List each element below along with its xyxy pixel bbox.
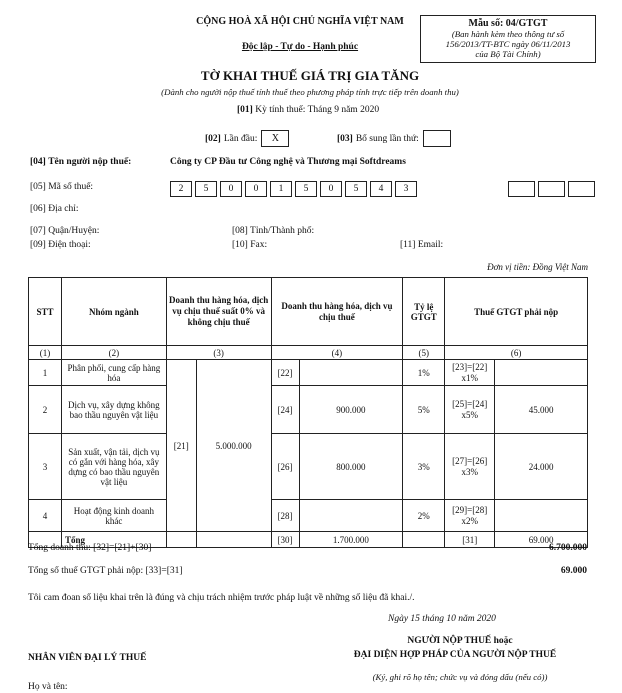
total-label: Tổng bbox=[61, 532, 166, 548]
district-row bbox=[30, 226, 99, 236]
tax-id-row bbox=[30, 182, 93, 192]
fax-code: [10] bbox=[232, 240, 248, 250]
tax-id-digit[interactable]: 2 bbox=[170, 181, 192, 197]
total-rev-code: [30] bbox=[271, 532, 299, 548]
header-stt: STT bbox=[29, 278, 62, 346]
tax-id-branch-digit[interactable] bbox=[508, 181, 535, 197]
form-note-3: của Bộ Tài Chính) bbox=[475, 49, 541, 59]
first-time-field bbox=[205, 130, 289, 147]
district-code: [07] bbox=[30, 226, 46, 236]
total-revenue-value: 6.700.000 bbox=[549, 543, 587, 553]
row-rev-code: [28] bbox=[271, 500, 299, 532]
header-group: Nhóm ngành bbox=[61, 278, 166, 346]
form-number: Mẫu số: 04/GTGT bbox=[468, 18, 548, 29]
table-row bbox=[29, 434, 588, 500]
page-subtitle: (Dành cho người nộp thuế tính thuế theo phương pháp tính trực tiếp trên doanh thu) bbox=[161, 87, 459, 97]
motto: Độc lập - Tự do - Hạnh phúc bbox=[241, 42, 359, 52]
taxpayer-code: [04] bbox=[30, 157, 46, 167]
colnum: (2) bbox=[61, 346, 166, 360]
tax-table bbox=[28, 277, 588, 548]
row-stt: 4 bbox=[29, 500, 62, 532]
tax-id-label: Mã số thuế: bbox=[48, 182, 94, 192]
taxpayer-signer-note: (Ký, ghi rõ họ tên; chức vụ và đóng dấu (nếu có)) bbox=[372, 672, 548, 682]
tax-id-branch bbox=[508, 181, 598, 197]
header-revenue-exempt: Doanh thu hàng hóa, dịch vụ chịu thuế suất 0% và không chịu thuế bbox=[166, 278, 271, 346]
tax-id-digit[interactable]: 5 bbox=[195, 181, 217, 197]
address-row bbox=[30, 204, 79, 214]
colnum: (3) bbox=[166, 346, 271, 360]
address-label: Địa chỉ: bbox=[48, 204, 79, 214]
header-rate: Tỷ lệ GTGT bbox=[403, 278, 445, 346]
row-rev-code: [24] bbox=[271, 386, 299, 434]
currency-note: Đơn vị tiền: Đồng Việt Nam bbox=[487, 262, 588, 272]
fax-label: Fax: bbox=[250, 240, 268, 250]
row-rev-value[interactable]: 800.000 bbox=[299, 434, 403, 500]
taxpayer-signer-line2: ĐẠI DIỆN HỢP PHÁP CỦA NGƯỜI NỘP THUẾ bbox=[353, 650, 557, 660]
first-time-code: [02] bbox=[205, 133, 221, 144]
row-vat-value[interactable] bbox=[495, 360, 588, 386]
row-vat-value[interactable]: 24.000 bbox=[495, 434, 588, 500]
total-vat-code: [31] bbox=[445, 532, 495, 548]
supplement-field bbox=[337, 130, 451, 147]
table-row bbox=[29, 500, 588, 532]
row-group: Sản xuất, vận tải, dịch vụ có gắn với hàng hóa, xây dựng có bao thầu nguyên vật liệu bbox=[61, 434, 166, 500]
province-label: Tỉnh/Thành phố: bbox=[250, 226, 315, 236]
table-header-row bbox=[29, 278, 588, 346]
row-vat-formula: [29]=[28] x2% bbox=[445, 500, 495, 532]
email-code: [11] bbox=[400, 240, 416, 250]
address-code: [06] bbox=[30, 204, 46, 214]
country-name: CỘNG HOÀ XÃ HỘI CHỦ NGHĨA VIỆT NAM bbox=[196, 16, 404, 27]
total-rev-value[interactable]: 1.700.000 bbox=[299, 532, 403, 548]
total-revenue-label: Tổng doanh thu: [32]=[21]+[30] bbox=[28, 543, 152, 553]
tax-id-digit[interactable]: 1 bbox=[270, 181, 292, 197]
tax-agent-title: NHÂN VIÊN ĐẠI LÝ THUẾ bbox=[28, 653, 147, 663]
tax-id-digit[interactable]: 4 bbox=[370, 181, 392, 197]
row-stt: 1 bbox=[29, 360, 62, 386]
taxpayer-label: Tên người nộp thuế: bbox=[48, 157, 132, 167]
tax-period-code: [01] bbox=[237, 105, 253, 115]
row-vat-formula: [27]=[26] x3% bbox=[445, 434, 495, 500]
colnum: (6) bbox=[445, 346, 588, 360]
row-stt: 3 bbox=[29, 434, 62, 500]
exempt-value[interactable]: 5.000.000 bbox=[196, 360, 271, 532]
table-row bbox=[29, 386, 588, 434]
phone-label: Điện thoại: bbox=[48, 240, 91, 250]
row-rate: 3% bbox=[403, 434, 445, 500]
form-number-box bbox=[420, 15, 596, 63]
fax-row bbox=[232, 240, 267, 250]
phone-row bbox=[30, 240, 91, 250]
tax-id-branch-digit[interactable] bbox=[568, 181, 595, 197]
tax-id-branch-digit[interactable] bbox=[538, 181, 565, 197]
page-title: TỜ KHAI THUẾ GIÁ TRỊ GIA TĂNG bbox=[200, 68, 420, 83]
row-group: Hoạt động kinh doanh khác bbox=[61, 500, 166, 532]
total-vat-value[interactable]: 69.000 bbox=[495, 532, 588, 548]
colnum: (5) bbox=[403, 346, 445, 360]
row-rev-value[interactable] bbox=[299, 500, 403, 532]
email-label: Email: bbox=[417, 240, 444, 250]
tax-id-digit[interactable]: 0 bbox=[245, 181, 267, 197]
header-revenue-taxable: Doanh thu hàng hóa, dịch vụ chịu thuế bbox=[271, 278, 403, 346]
province-row bbox=[232, 226, 314, 236]
supplement-input[interactable] bbox=[423, 130, 451, 147]
header-vat: Thuế GTGT phải nộp bbox=[445, 278, 588, 346]
signing-date: Ngày 15 tháng 10 năm 2020 bbox=[388, 614, 496, 624]
colnum: (1) bbox=[29, 346, 62, 360]
email-row bbox=[400, 240, 443, 250]
taxpayer-signer-line1: NGƯỜI NỘP THUẾ hoặc bbox=[407, 636, 513, 646]
form-note-2: 156/2013/TT-BTC ngày 06/11/2013 bbox=[445, 39, 571, 49]
total-vat-label: Tổng số thuế GTGT phải nộp: [33]=[31] bbox=[28, 566, 183, 576]
phone-code: [09] bbox=[30, 240, 46, 250]
tax-id-digit[interactable]: 5 bbox=[295, 181, 317, 197]
table-colnum-row bbox=[29, 346, 588, 360]
taxpayer-name-row bbox=[30, 157, 131, 167]
total-vat-value: 69.000 bbox=[560, 566, 587, 576]
tax-period-label: Kỳ tính thuế: bbox=[255, 105, 306, 115]
row-rev-code: [22] bbox=[271, 360, 299, 386]
tax-period bbox=[237, 105, 379, 115]
form-note-1: (Ban hành kèm theo thông tư số bbox=[451, 29, 565, 39]
district-label: Quận/Huyện: bbox=[48, 226, 100, 236]
tax-id-digit[interactable]: 5 bbox=[345, 181, 367, 197]
tax-id-digit[interactable]: 0 bbox=[220, 181, 242, 197]
row-group: Dịch vụ, xây dựng không bao thầu nguyên vật liệu bbox=[61, 386, 166, 434]
row-group: Phân phối, cung cấp hàng hóa bbox=[61, 360, 166, 386]
tax-id-digit[interactable]: 0 bbox=[320, 181, 342, 197]
tax-period-value: Tháng 9 năm 2020 bbox=[307, 105, 380, 115]
supplement-code: [03] bbox=[337, 133, 353, 144]
colnum: (4) bbox=[271, 346, 403, 360]
declaration-text: Tôi cam đoan số liệu khai trên là đúng và chịu trách nhiệm trước pháp luật về những số liệu đã khai./. bbox=[28, 593, 415, 603]
exempt-code: [21] bbox=[166, 360, 196, 532]
row-rev-value[interactable] bbox=[299, 360, 403, 386]
agent-name-label: Họ và tên: bbox=[28, 682, 68, 692]
first-time-label: Lần đầu: bbox=[223, 133, 258, 144]
first-time-checkbox[interactable]: X bbox=[261, 130, 289, 147]
table-row bbox=[29, 360, 588, 386]
tax-id-code: [05] bbox=[30, 182, 46, 192]
row-stt: 2 bbox=[29, 386, 62, 434]
taxpayer-name: Công ty CP Đầu tư Công nghệ và Thương mại Softdreams bbox=[170, 157, 406, 167]
row-rev-value[interactable]: 900.000 bbox=[299, 386, 403, 434]
tax-id-digits bbox=[170, 181, 420, 197]
row-vat-formula: [23]=[22] x1% bbox=[445, 360, 495, 386]
row-rate: 5% bbox=[403, 386, 445, 434]
row-vat-value[interactable] bbox=[495, 500, 588, 532]
province-code: [08] bbox=[232, 226, 248, 236]
tax-id-digit[interactable]: 3 bbox=[395, 181, 417, 197]
row-rev-code: [26] bbox=[271, 434, 299, 500]
row-vat-value[interactable]: 45.000 bbox=[495, 386, 588, 434]
supplement-label: Bổ sung lần thứ: bbox=[355, 133, 419, 144]
row-rate: 2% bbox=[403, 500, 445, 532]
row-rate: 1% bbox=[403, 360, 445, 386]
row-vat-formula: [25]=[24] x5% bbox=[445, 386, 495, 434]
